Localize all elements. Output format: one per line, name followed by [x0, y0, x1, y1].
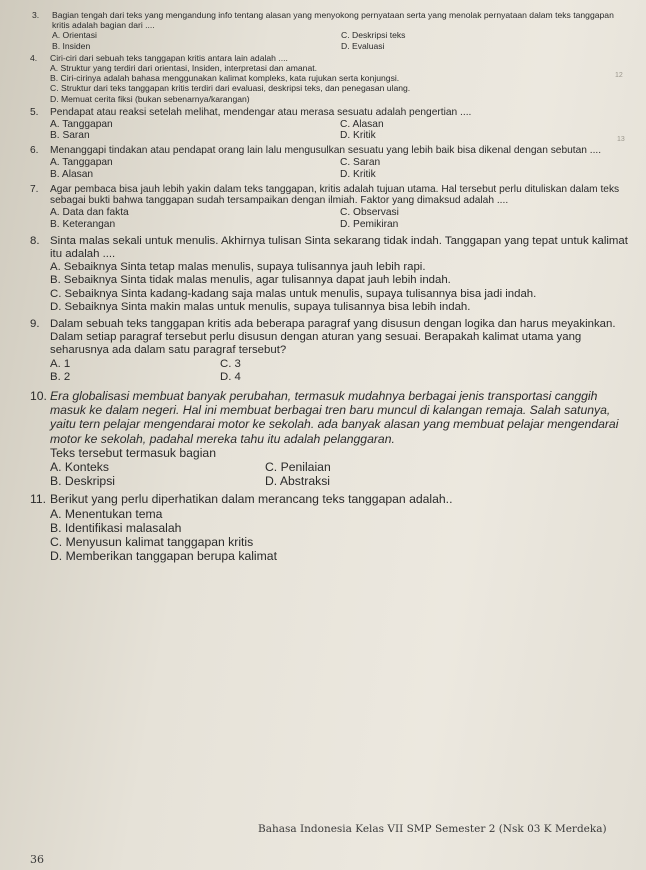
question-5	[30, 107, 630, 142]
option-b[interactable]: B. Alasan	[50, 168, 94, 180]
option-d[interactable]: D. Pemikiran	[340, 219, 399, 230]
option-a[interactable]: A. Orientasi	[52, 30, 97, 41]
question-number: 8.	[30, 234, 40, 247]
option-b[interactable]: B. Saran	[50, 130, 90, 142]
option-b[interactable]: B. Deskripsi	[50, 474, 116, 489]
question-3	[32, 10, 630, 51]
options	[50, 460, 480, 488]
option-c[interactable]: C. Alasan	[340, 118, 384, 130]
question-number: 5.	[30, 106, 39, 118]
option-a[interactable]: A. Tanggapan	[50, 157, 113, 169]
option-c[interactable]: C. Deskripsi teks	[341, 30, 406, 41]
question-9	[30, 318, 630, 384]
option-a[interactable]: A. Tanggapan	[50, 118, 113, 130]
option-c[interactable]: C. 3	[220, 357, 241, 370]
options	[50, 261, 630, 314]
question-7	[30, 184, 630, 231]
question-list	[30, 10, 630, 563]
question-stem: Bagian tengah dari teks yang mengandung info tentang alasan yang menyokong pernyataan serta yang menolak pernyataan dalam teks tanggapan kritis adalah bagian dari ....	[52, 10, 614, 31]
question-stem: Agar pembaca bisa jauh lebih yakin dalam teks tanggapan, kritis adalah tujuan utama. Hal tersebut perlu dituliskan dalam teks sebagai bukti bahwa tanggapan sudah tersampaikan dengan ilmiah. Faktor yang dimaksud adalah ....	[50, 183, 620, 207]
option-c[interactable]: C. Sebaiknya Sinta kadang-kadang saja malas untuk menulis, supaya tulisannya bisa jadi indah.	[50, 287, 537, 300]
option-b[interactable]: B. Identifikasi malasalah	[50, 520, 182, 535]
option-d[interactable]: D. Sebaiknya Sinta makin malas untuk menulis, supaya tulisannya bisa lebih indah.	[50, 300, 471, 313]
options	[50, 63, 630, 104]
option-a[interactable]: A. 1	[50, 357, 71, 370]
question-stem: Sinta malas sekali untuk menulis. Akhirnya tulisan Sinta sekarang tidak indah. Tanggapan yang tepat untuk kalimat itu adalah ....	[50, 234, 628, 260]
option-c[interactable]: C. Observasi	[340, 207, 399, 219]
question-number: 11.	[30, 492, 47, 507]
question-prompt: Teks tersebut termasuk bagian	[50, 445, 216, 460]
option-d[interactable]: D. Abstraksi	[265, 474, 331, 489]
question-11	[30, 492, 630, 563]
option-b[interactable]: B. Ciri-cirinya adalah bahasa menggunakan kalimat kompleks, kata rujukan serta konjungsi.	[50, 73, 400, 84]
option-d[interactable]: D. 4	[220, 370, 241, 383]
option-d[interactable]: D. Memuat cerita fiksi (bukan sebenarnya/karangan)	[50, 93, 250, 104]
question-8	[30, 235, 630, 314]
question-stem: Pendapat atau reaksi setelah melihat, mendengar atau merasa sesuatu adalah pengertian ....	[50, 106, 472, 118]
side-mark-13: 13	[617, 136, 625, 143]
question-stem: Berikut yang perlu diperhatikan dalam merancang teks tanggapan adalah..	[50, 492, 453, 507]
option-c[interactable]: C. Saran	[340, 157, 381, 169]
question-stem: Ciri-ciri dari sebuah teks tanggapan kritis antara lain adalah ....	[50, 52, 288, 63]
question-number: 7.	[30, 183, 39, 195]
question-stem: Menanggapi tindakan atau pendapat orang lain lalu mengusulkan sesuatu yang lebih baik bisa dikenal dengan sebutan ....	[50, 145, 602, 157]
question-stem: Dalam sebuah teks tanggapan kritis ada beberapa paragraf yang disusun dengan logika dan harus meyakinkan. Dalam setiap paragraf tersebut perlu disusun dengan aturan yang sesuai. Berapakah kalimat utama yang seharusnya ada dalam satu paragraf tersebut?	[50, 318, 616, 357]
option-c[interactable]: C. Struktur dari teks tanggapan kritis terdiri dari evaluasi, deskripsi teks, dan penegasan ulang.	[50, 83, 411, 94]
question-6	[30, 145, 630, 180]
option-a[interactable]: A. Konteks	[50, 460, 109, 475]
option-b[interactable]: B. Insiden	[52, 40, 91, 51]
options	[50, 207, 630, 231]
option-b[interactable]: B. 2	[50, 370, 71, 383]
question-10	[30, 389, 630, 488]
question-number: 6.	[30, 145, 39, 157]
options	[50, 358, 390, 384]
option-d[interactable]: D. Memberikan tanggapan berupa kalimat	[50, 549, 277, 564]
options	[52, 30, 630, 50]
option-c[interactable]: C. Menyusun kalimat tanggapan kritis	[50, 535, 254, 550]
option-a[interactable]: A. Sebaiknya Sinta tetap malas menulis, supaya tulisannya jauh lebih rapi.	[50, 261, 426, 274]
option-b[interactable]: B. Keterangan	[50, 219, 116, 230]
question-number: 9.	[30, 318, 40, 331]
option-a[interactable]: A. Menentukan tema	[50, 506, 163, 521]
options	[50, 119, 630, 143]
question-number: 10.	[30, 389, 47, 404]
option-a[interactable]: A. Struktur yang terdiri dari orientasi, Insiden, interpretasi dan amanat.	[50, 63, 318, 74]
option-d[interactable]: D. Kritik	[340, 130, 376, 142]
book-footer: Bahasa Indonesia Kelas VII SMP Semester 2 (Nsk 03 K Merdeka)	[258, 823, 607, 835]
option-d[interactable]: D. Kritik	[340, 168, 376, 180]
option-c[interactable]: C. Penilaian	[265, 460, 331, 475]
option-b[interactable]: B. Sebaiknya Sinta tidak malas menulis, agar tulisannya dapat jauh lebih indah.	[50, 274, 451, 287]
side-mark-12: 12	[615, 72, 623, 79]
options	[50, 157, 630, 181]
question-number: 4.	[30, 52, 38, 63]
page-number: 36	[30, 853, 44, 866]
option-d[interactable]: D. Evaluasi	[341, 40, 385, 51]
question-4	[30, 53, 630, 104]
options	[50, 507, 630, 564]
question-stem: Era globalisasi membuat banyak perubahan, termasuk mudahnya berbagai jenis transportasi canggih masuk ke dalam negeri. Hal ini membuat berbagai tren baru muncul di kalangan remaja. Salah satunya, yaitu tern pelajar mengendarai motor ke sekolah. ada banyak alasan yang membuat pelajar mengendarai motor ke sekolah, padahal mereka tahu itu adalah pelanggaran.	[50, 389, 619, 446]
question-number: 3.	[32, 10, 40, 20]
option-a[interactable]: A. Data dan fakta	[50, 207, 129, 219]
